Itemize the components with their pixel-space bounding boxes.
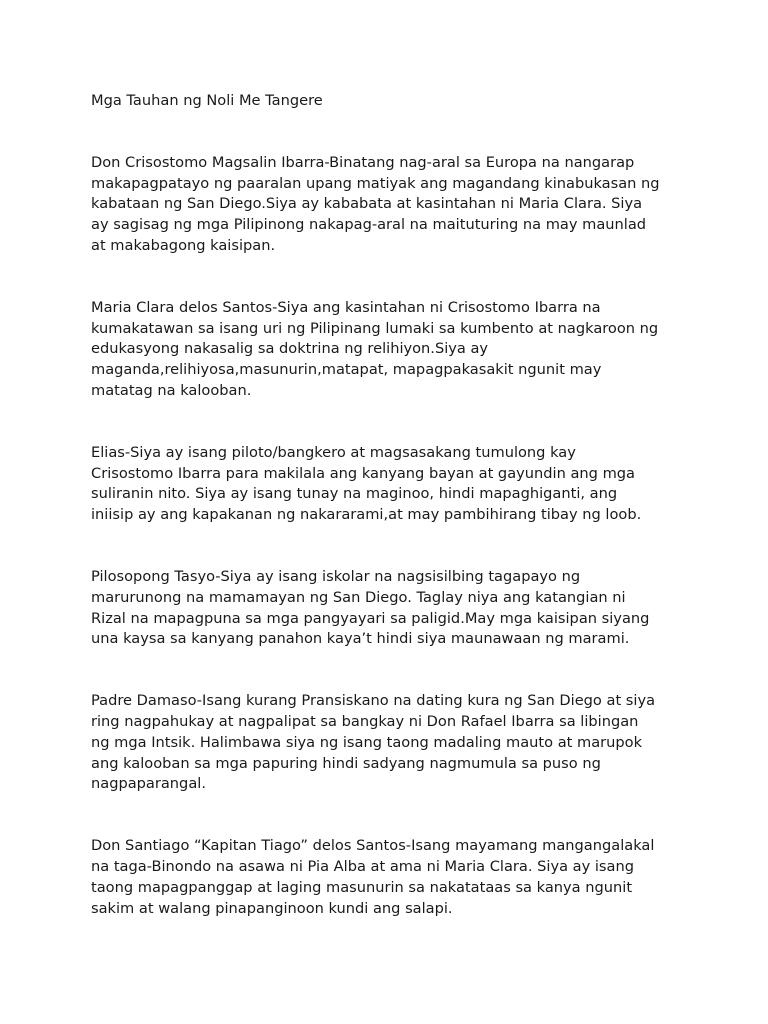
entry-line: ay sagisag ng mga Pilipinong nakapag-aral na maituturing na may maunlad — [91, 216, 647, 234]
entry-line: nagpaparangal. — [91, 775, 206, 793]
entry-line: Don Crisostomo Magsalin Ibarra-Binatang nag-aral sa Europa na nangarap — [91, 153, 635, 171]
entry-line: una kaysa sa kanyang panahon kaya’t hindi siya maunawaan ng marami. — [91, 630, 630, 648]
entry-line: sakim at walang pinapanginoon kundi ang salapi. — [91, 899, 453, 917]
entry-line: iniisip ay ang kapakanan ng nakararami,at may pambihirang tibay ng loob. — [91, 506, 642, 524]
document-body — [91, 91, 691, 960]
entry-line: Padre Damaso-Isang kurang Pransiskano na dating kura ng San Diego at siya — [91, 692, 656, 710]
entry-line: taong mapagpanggap at laging masunurin sa nakatataas sa kanya ngunit — [91, 878, 633, 896]
entry-line: Don Santiago “Kapitan Tiago” delos Santos-Isang mayamang mangangalakal — [91, 837, 655, 855]
character-entry-elias — [91, 443, 691, 526]
entry-line: Pilosopong Tasyo-Siya ay isang iskolar na nagsisilbing tagapayo ng — [91, 567, 581, 585]
character-entry-maria-clara — [91, 298, 691, 402]
entry-line: marurunong na mamamayan ng San Diego. Taglay niya ang katangian ni — [91, 588, 626, 606]
character-entry-ibarra — [91, 153, 691, 257]
entry-line: kabataan ng San Diego.Siya ay kababata at kasintahan ni Maria Clara. Siya — [91, 195, 643, 213]
entry-line: Maria Clara delos Santos-Siya ang kasintahan ni Crisostomo Ibarra na — [91, 298, 601, 316]
entry-line: ang kalooban sa mga papuring hindi sadyang nagmumula sa puso ng — [91, 754, 601, 772]
entry-line: ng mga Intsik. Halimbawa siya ng isang taong madaling mauto at marupok — [91, 733, 643, 751]
character-entry-pilosopong-tasyo — [91, 567, 691, 650]
entry-line: makapagpatayo ng paaralan upang matiyak ang magandang kinabukasan ng — [91, 174, 660, 192]
entry-line: na taga-Binondo na asawa ni Pia Alba at ama ni Maria Clara. Siya ay isang — [91, 857, 634, 875]
entry-line: Crisostomo Ibarra para makilala ang kanyang bayan at gayundin ang mga — [91, 464, 635, 482]
character-entry-padre-damaso — [91, 691, 691, 795]
entry-line: Elias-Siya ay isang piloto/bangkero at magsasakang tumulong kay — [91, 443, 576, 461]
entry-line: Rizal na mapagpuna sa mga pangyayari sa paligid.May mga kaisipan siyang — [91, 609, 650, 627]
document-title: Mga Tauhan ng Noli Me Tangere — [91, 92, 323, 109]
entry-line: ring nagpahukay at nagpalipat sa bangkay ni Don Rafael Ibarra sa libingan — [91, 712, 639, 730]
entry-line: at makabagong kaisipan. — [91, 236, 276, 254]
entry-line: maganda,relihiyosa,masunurin,matapat, mapagpakasakit ngunit may — [91, 361, 602, 379]
entry-line: matatag na kalooban. — [91, 381, 252, 399]
entry-line: kumakatawan sa isang uri ng Pilipinang lumaki sa kumbento at nagkaroon ng — [91, 319, 659, 337]
character-entry-kapitan-tiago — [91, 836, 691, 919]
entry-line: suliranin nito. Siya ay isang tunay na maginoo, hindi mapaghiganti, ang — [91, 485, 618, 503]
entry-line: edukasyong nakasalig sa doktrina ng relihiyon.Siya ay — [91, 340, 489, 358]
